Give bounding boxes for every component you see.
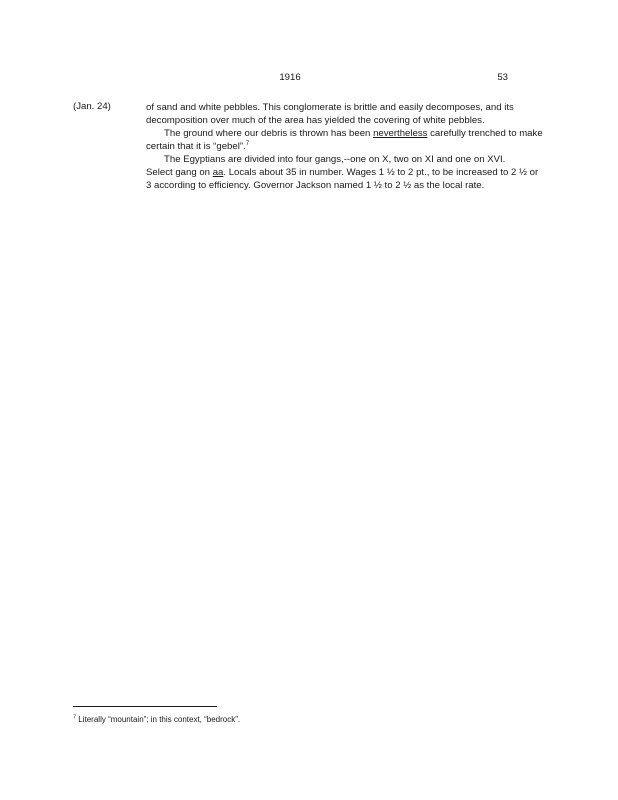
header-year: 1916 [279, 72, 301, 83]
underlined-word-nevertheless: nevertheless [373, 128, 428, 139]
paragraph-3b-text-after: . Locals about 35 in number. Wages 1 ½ to 2 pt., to be increased to 2 ½ or 3 according to efficiency. Governor Jackson named 1 ½ to 2 ½ as the local rate. [146, 167, 539, 191]
paragraph-3-continued [146, 166, 546, 192]
paragraph-2 [146, 127, 546, 153]
paragraph-2-text-after: carefully trenched to make certain that it is “gebel”. [146, 128, 543, 152]
footnote-text: Literally “mountain”; in this context, “bedrock”. [76, 715, 241, 724]
paragraph-3b-text-before: Select gang on [146, 167, 213, 178]
paragraph-3-text: The Egyptians are divided into four gangs,--one on X, two on XI and one on XVI. [164, 154, 506, 165]
footnote-reference[interactable]: 7 [245, 140, 250, 147]
paragraph-1 [146, 101, 546, 127]
page-number: 53 [497, 72, 508, 83]
footnote-divider [73, 706, 217, 707]
paragraph-3 [146, 153, 546, 166]
footnote [73, 714, 543, 725]
paragraph-1-text: of sand and white pebbles. This conglomerate is brittle and easily decomposes, and its decomposition over much of the area has yielded the covering of white pebbles. [146, 102, 514, 126]
margin-date: (Jan. 24) [73, 101, 111, 112]
body-text [146, 101, 546, 192]
paragraph-2-text-before: The ground where our debris is thrown has been [164, 128, 374, 139]
footnote-marker: 7 [73, 714, 77, 721]
underlined-word-aa: aa [212, 167, 224, 178]
